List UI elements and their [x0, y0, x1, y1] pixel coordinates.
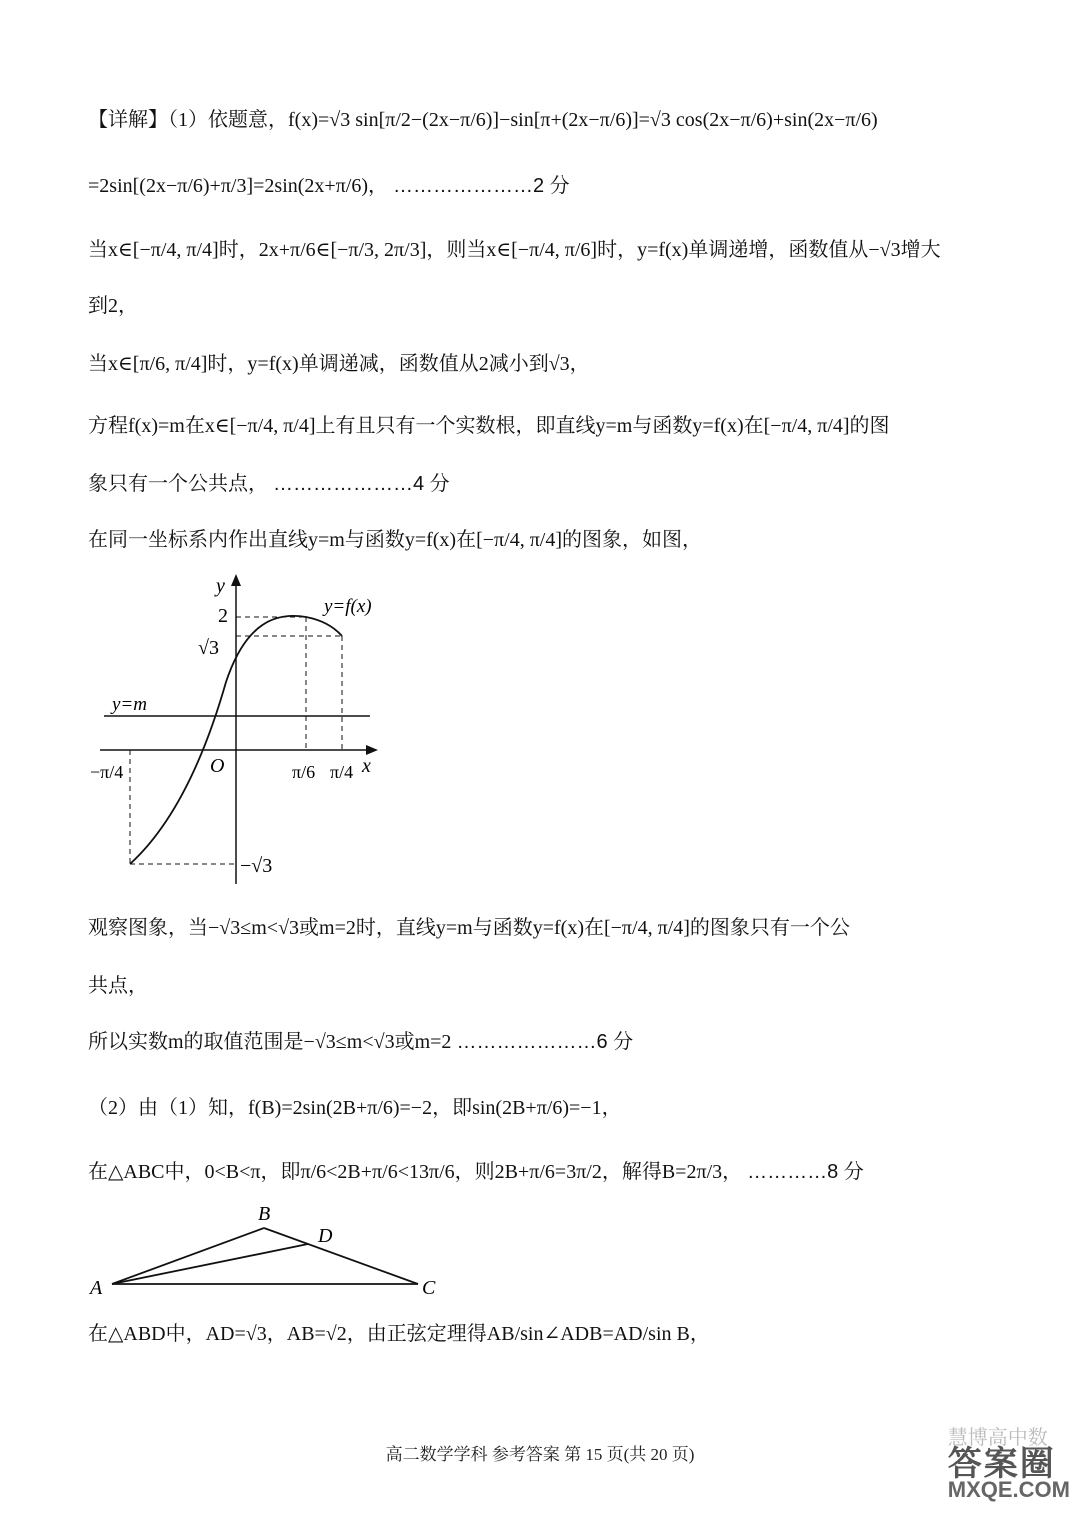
edge-ab — [112, 1228, 264, 1284]
y-tick-2: 2 — [218, 605, 228, 627]
formula-text: 在△ABC中，0<B<π，即π/6<2B+π/6<13π/6，则2B+π/6=3π/2，解得B=2π/3， — [88, 1161, 743, 1183]
watermark-account: 慧博高中数 — [947, 1427, 1048, 1449]
y-axis-arrow — [231, 574, 241, 586]
triangle-figure — [84, 1198, 454, 1303]
function-graph — [86, 572, 396, 897]
formula-text: =2sin[(2x−π/6)+π/3]=2sin(2x+π/6)， — [88, 175, 388, 197]
origin-label: O — [210, 755, 225, 777]
solution-line-2 — [88, 172, 1000, 200]
solution-line-10: 共点， — [88, 975, 148, 997]
solution-line-4: 到2， — [88, 295, 138, 317]
solution-line-8: 在同一坐标系内作出直线y=m与函数y=f(x)在[−π/4, π/4]的图象，如图， — [88, 529, 703, 551]
solution-line-12: （2）由（1）知，f(B)=2sin(2B+π/6)=−2，即sin(2B+π/6)=−1， — [88, 1097, 622, 1119]
line-label: y=m — [112, 694, 147, 715]
x-tick-neg-pi4: −π/4 — [90, 762, 124, 782]
watermark-site: MXQE.COM — [947, 1477, 1070, 1502]
watermark — [948, 1425, 1070, 1503]
solution-line-11 — [88, 1028, 1000, 1056]
x-tick-pi6: π/6 — [292, 762, 316, 782]
x-axis-arrow — [366, 745, 378, 755]
edge-bc — [264, 1228, 418, 1284]
solution-line-3: 当x∈[−π/4, π/4]时，2x+π/6∈[−π/3, 2π/3]，则当x∈[−π/4, π/6]时，y=f(x)单调递增，函数值从−√3增大 — [88, 239, 941, 261]
score-mark-6: …………………6 分 — [456, 1031, 634, 1053]
x-axis-label: x — [362, 755, 371, 777]
y-tick-neg-sqrt3: −√3 — [240, 855, 273, 877]
page-footer: 高二数学学科 参考答案 第 15 页(共 20 页) — [385, 1445, 695, 1464]
solution-line-14: 在△ABD中，AD=√3，AB=√2，由正弦定理得AB/sin∠ADB=AD/sin B， — [88, 1323, 710, 1345]
solution-line-1: 【详解】（1）依题意，f(x)=√3 sin[π/2−(2x−π/6)]−sin[π+(2x−π/6)]=√3 cos(2x−π/6)+sin(2x−π/6) — [88, 109, 878, 131]
vertex-b: B — [258, 1203, 271, 1225]
solution-line-5: 当x∈[π/6, π/4]时，y=f(x)单调递减，函数值从2减小到√3， — [88, 353, 590, 375]
segment-ad — [112, 1244, 308, 1284]
score-mark-2: …………………2 分 — [393, 175, 570, 197]
formula-text: 所以实数m的取值范围是−√3≤m<√3或m=2 — [88, 1031, 452, 1053]
watermark-logo: 答案圈 — [947, 1445, 1056, 1483]
formula-text: 象只有一个公共点， — [88, 473, 268, 495]
y-axis-label: y — [216, 575, 225, 597]
score-mark-8: …………8 分 — [747, 1161, 864, 1183]
solution-line-13 — [88, 1158, 1000, 1186]
solution-line-6: 方程f(x)=m在x∈[−π/4, π/4]上有且只有一个实数根，即直线y=m与函数y=f(x)在[−π/4, π/4]的图 — [88, 415, 890, 437]
curve-label: y=f(x) — [324, 596, 372, 617]
score-mark-4: …………………4 分 — [273, 473, 450, 495]
vertex-c: C — [422, 1277, 436, 1298]
y-tick-sqrt3: √3 — [198, 637, 219, 659]
vertex-a: A — [90, 1277, 103, 1298]
solution-line-9: 观察图象，当−√3≤m<√3或m=2时，直线y=m与函数y=f(x)在[−π/4, π/4]的图象只有一个公 — [88, 917, 850, 939]
solution-line-7 — [88, 470, 1000, 498]
x-tick-pi4: π/4 — [330, 762, 354, 782]
point-d: D — [318, 1225, 333, 1247]
